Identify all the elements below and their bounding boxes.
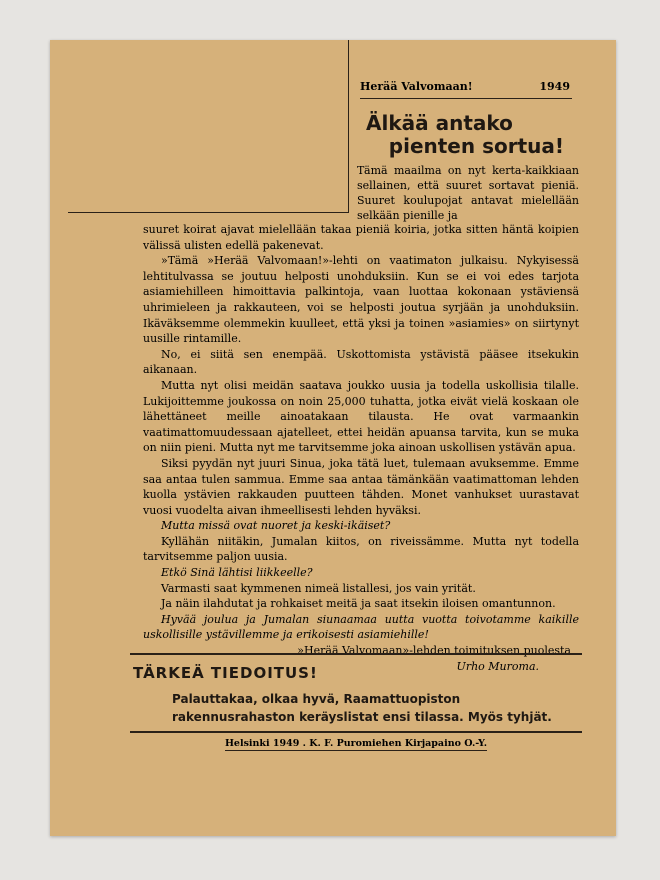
paragraph: Mutta missä ovat nuoret ja keski-ikäiset? (161, 519, 391, 533)
article-body (143, 222, 579, 674)
paragraph: »Tämä »Herää Valvomaan!»-lehti on vaatimaton julkaisu. Nykyisessä lehtitulvassa se joutuu helposti unohduksiin. Kun se ei voi edes tarjota asiamiehilleen himoittavia palkintoja, vaan luottaa kokonaan ystäviensä uhrimieleen ja rakkauteen, voi se helposti joutua syrjään ja unohduksiin. Ikäväksemme olemmekin kuulleet, että yksi ja toinen »asiamies» on siirtynyt uusille rintamille. (143, 254, 579, 346)
publication-name: Herää Valvomaan! (360, 80, 473, 93)
signature-name: Urho Muroma. (456, 659, 539, 673)
paragraph: Varmasti saat kymmenen nimeä listallesi, jos vain yrität. (161, 581, 476, 595)
paragraph: Siksi pyydän nyt juuri Sinua, joka tätä luet, tulemaan avuksemme. Emme saa antaa tulen sammua. Emme saa antaa tämänkään vaatimattoman lehden kuolla ystävien rakkauden puutteen tähden. Monet vanhukset uurastavat vuosi vuodelta aivan ihmeellisesti lehden hyväksi. (143, 456, 579, 517)
article-title (360, 112, 572, 158)
paragraph: Ja näin ilahdutat ja rohkaiset meitä ja saat itsekin iloisen omantunnon. (161, 597, 556, 611)
paragraph: No, ei siitä sen enempää. Uskottomista ystävistä pääsee itsekukin aikanaan. (143, 347, 579, 377)
printer-imprint: Helsinki 1949 . K. F. Puromiehen Kirjapaino O.-Y. (224, 738, 488, 749)
article-title-line2: pienten sortua! (388, 134, 564, 158)
closing-greeting: Hyvää joulua ja Jumalan siunaamaa uutta vuotta toivotamme kaikille uskollisille ystävillemme ja erikoisesti asiamiehille! (143, 612, 579, 642)
paragraph: Kyllähän niitäkin, Jumalan kiitos, on riveissämme. Mutta nyt todella tarvitsemme paljon uusia. (143, 534, 579, 564)
address-label-box (68, 40, 349, 213)
publication-year: 1949 (539, 80, 570, 93)
printer-footer (130, 738, 582, 749)
page-header (360, 80, 572, 99)
notice-text: Palauttakaa, olkaa hyvä, Raamattuopiston rakennusrahaston keräyslistat ensi tilassa. Myös tyhjät. (172, 692, 552, 724)
divider (130, 731, 582, 733)
notice-title: TÄRKEÄ TIEDOITUS! (133, 664, 318, 682)
article-title-line1: Älkää antako (366, 111, 513, 135)
paragraph: Etkö Sinä lähtisi liikkeelle? (161, 566, 313, 580)
paragraph: Mutta nyt olisi meidän saatava joukko uusia ja todella uskollisia tilalle. Lukijoittemme joukossa on noin 25,000 tuhatta, jotka eivät vielä koskaan ole lähettäneet meille ainoatakaan tilausta. He ovat varmaankin vaatimattomuudessaan ajatelleet, ettei heidän apuansa tarvita, kun se muka on niin pieni. Mutta nyt me tarvitsemme joka ainoan uskollisen ystävän apua. (143, 378, 579, 455)
signature-line: »Herää Valvomaan»-lehden toimituksen puolesta (297, 644, 571, 658)
article-intro: Tämä maailma on nyt kerta-kaikkiaan sellainen, että suuret sortavat pieniä. Suuret koulupojat antavat mielellään selkään pienille ja (357, 164, 579, 222)
divider (130, 653, 582, 655)
paragraph: suuret koirat ajavat mielellään takaa pieniä koiria, jotka sitten häntä koipien välissä ulisten edellä pakenevat. (143, 223, 579, 252)
